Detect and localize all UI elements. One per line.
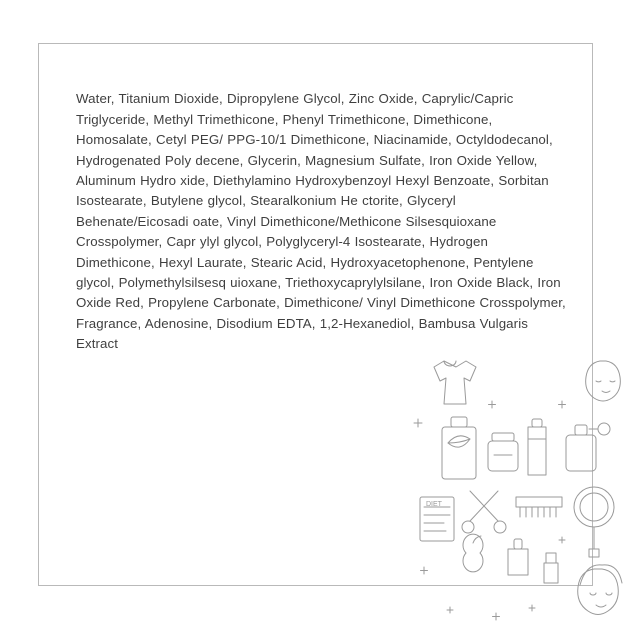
svg-text:DIET: DIET <box>426 501 442 508</box>
ingredients-block <box>76 76 566 368</box>
ingredients-list-text: Water, Titanium Dioxide, Dipropylene Glycol, Zinc Oxide, Caprylic/Capric Triglyceride, Methyl Trimethicone, Phenyl Trimethicone, Dimethicone, Homosalate, Cetyl PEG/ PPG-10/1 Dimethicone, Niacinamide, Octyldodecanol, Hydrogenated Poly decene, Glycerin, Magnesium Sulfate, Iron Oxide Yellow, Aluminum Hydro xide, Diethylamino Hydroxybenzoyl Hexyl Benzoate, Sorbitan Isostearate, Butylene glycol, Stearalkonium He ctorite, Glyceryl Behenate/Eicosadi oate, Vinyl Dimethicone/Methicone Silsesquioxane Crosspolymer, Capr ylyl glycol, Polyglyceryl-4 Isostearate, Hydrogen Dimethicone, Hexyl Laurate, Stearic Acid, Hydroxyacetophenone, Pentylene glycol, Polymethylsilsesq uioxane, Triethoxycaprylylsilane, Iron Oxide Black, Iron Oxide Red, Propylene Carbonate, Dimethicone/ Vinyl Dimethicone Crosspolymer, Fragrance, Adenosine, Disodium EDTA, 1,2-Hexanediol, Bambusa Vulgaris Extract <box>76 91 566 352</box>
